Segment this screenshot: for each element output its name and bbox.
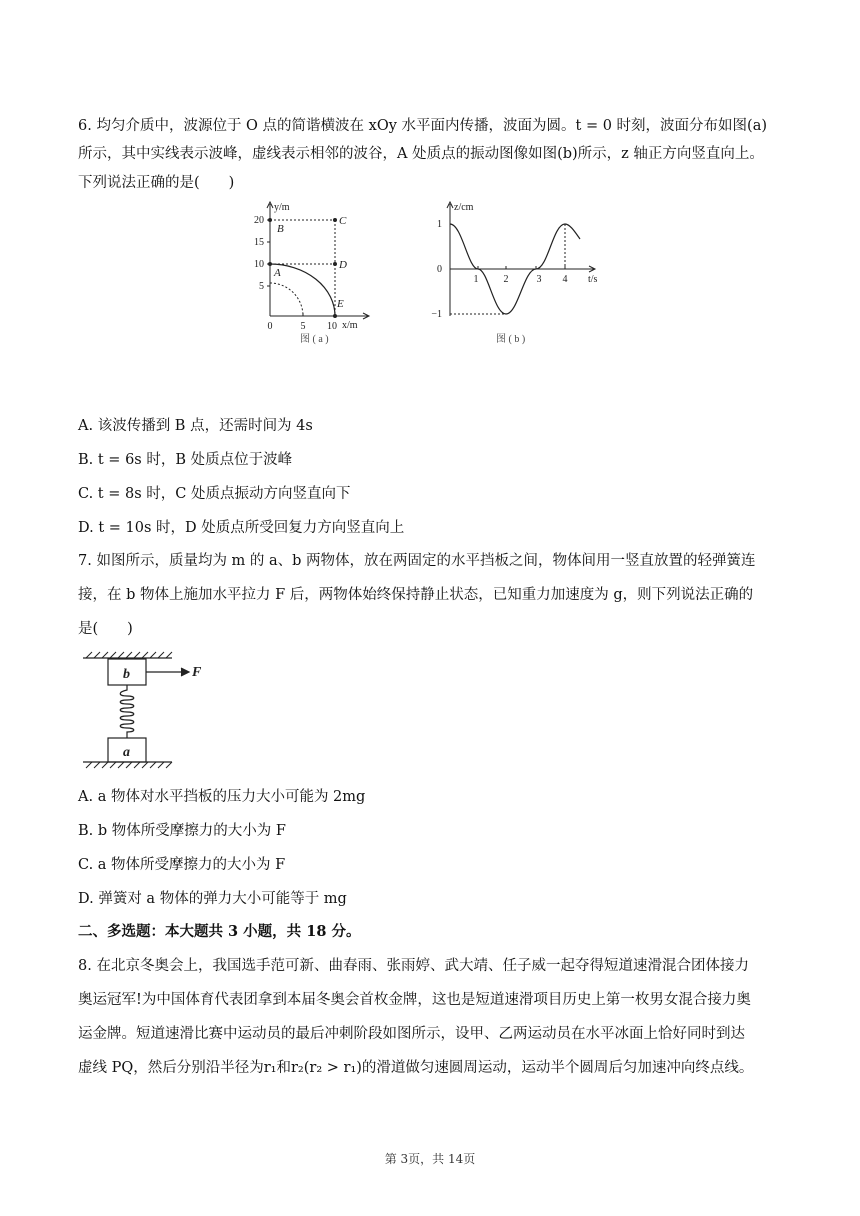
point-c bbox=[333, 218, 337, 222]
q6-option-c: C. t = 8s 时，C 处质点振动方向竖直向下 bbox=[78, 486, 351, 502]
section-heading-multiple-choice: 二、多选题：本大题共 3 小题，共 18 分。 bbox=[78, 923, 361, 940]
svg-text:1: 1 bbox=[437, 219, 442, 230]
q7-option-c: C. a 物体所受摩擦力的大小为 F bbox=[78, 857, 286, 873]
svg-text:D: D bbox=[339, 259, 347, 271]
q7-option-d: D. 弹簧对 a 物体的弹力大小可能等于 mg bbox=[78, 891, 347, 907]
svg-text:b: b bbox=[123, 667, 130, 682]
q7-line-2: 接，在 b 物体上施加水平拉力 F 后，两物体始终保持静止状态，已知重力加速度为 g，则下列说法正确的 bbox=[78, 587, 754, 603]
q6-line-2: 所示，其中实线表示波峰，虚线表示相邻的波谷，A 处质点的振动图像如图(b)所示，z 轴正方向竖直向上。 bbox=[78, 146, 764, 162]
spring bbox=[120, 685, 134, 738]
svg-text:B: B bbox=[277, 223, 284, 235]
svg-text:a: a bbox=[123, 745, 130, 760]
point-b bbox=[268, 218, 272, 222]
q6-line-1: 6. 均匀介质中，波源位于 O 点的简谐横波在 xOy 水平面内传播，波面为圆。t = 0 时刻，波面分布如图(a) bbox=[78, 118, 768, 134]
svg-text:2: 2 bbox=[503, 274, 509, 285]
fig-b-caption: 图 ( b ) bbox=[496, 334, 526, 345]
svg-text:E: E bbox=[337, 298, 344, 310]
svg-text:F: F bbox=[192, 665, 202, 680]
svg-text:10: 10 bbox=[327, 321, 337, 332]
svg-text:A: A bbox=[274, 267, 281, 279]
svg-text:4: 4 bbox=[562, 274, 568, 285]
point-d bbox=[333, 262, 337, 266]
spring-figure bbox=[80, 650, 220, 774]
q7-option-a: A. a 物体对水平挡板的压力大小可能为 2mg bbox=[78, 789, 366, 805]
figure-b bbox=[418, 196, 608, 346]
q8-line-3: 运金牌。短道速滑比赛中运动员的最后冲刺阶段如图所示，设甲、乙两运动员在水平冰面上恰好同时到达 bbox=[78, 1026, 745, 1042]
q7-line-3: 是( ) bbox=[78, 621, 133, 637]
q8-line-2: 奥运冠军!为中国体育代表团拿到本届冬奥会首枚金牌，这也是短道速滑项目历史上第一枚男女混合接力奥 bbox=[78, 992, 751, 1008]
svg-text:15: 15 bbox=[254, 237, 264, 248]
svg-text:20: 20 bbox=[254, 215, 264, 226]
page-footer: 第 3页，共 14页 bbox=[384, 1152, 476, 1166]
point-e bbox=[333, 314, 337, 318]
fig-b-y-label: z/cm bbox=[454, 202, 474, 213]
q8-line-4: 虚线 PQ，然后分别沿半径为r₁和r₂(r₂ > r₁)的滑道做匀速圆周运动，运动半个圆周后匀加速冲向终点线。 bbox=[78, 1060, 754, 1076]
q8-line-1: 8. 在北京冬奥会上，我国选手范可新、曲春雨、张雨婷、武大靖、任子威一起夺得短道速滑混合团体接力 bbox=[78, 958, 749, 974]
fig-b-x-label: t/s bbox=[588, 274, 598, 285]
svg-text:1: 1 bbox=[473, 274, 479, 285]
q6-option-b: B. t = 6s 时，B 处质点位于波峰 bbox=[78, 452, 293, 468]
svg-text:C: C bbox=[339, 215, 347, 227]
q7-line-1: 7. 如图所示，质量均为 m 的 a、b 两物体，放在两固定的水平挡板之间，物体间用一竖直放置的轻弹簧连 bbox=[78, 553, 756, 569]
svg-text:5: 5 bbox=[300, 321, 306, 332]
figure-a bbox=[240, 196, 380, 346]
svg-text:3: 3 bbox=[536, 274, 542, 285]
q6-option-a: A. 该波传播到 B 点，还需时间为 4s bbox=[78, 418, 313, 434]
q7-option-b: B. b 物体所受摩擦力的大小为 F bbox=[78, 823, 286, 839]
fig-a-x-label: x/m bbox=[342, 320, 358, 331]
svg-text:10: 10 bbox=[254, 259, 264, 270]
svg-text:−1: −1 bbox=[431, 309, 442, 320]
q6-option-d: D. t = 10s 时，D 处质点所受回复力方向竖直向上 bbox=[78, 520, 405, 536]
point-a bbox=[268, 262, 272, 266]
svg-text:0: 0 bbox=[437, 264, 442, 275]
svg-text:0: 0 bbox=[267, 321, 273, 332]
fig-a-caption: 图 ( a ) bbox=[300, 334, 329, 345]
svg-text:5: 5 bbox=[259, 281, 264, 292]
q6-line-3: 下列说法正确的是( ) bbox=[78, 175, 235, 191]
fig-a-y-label: y/m bbox=[274, 202, 290, 213]
